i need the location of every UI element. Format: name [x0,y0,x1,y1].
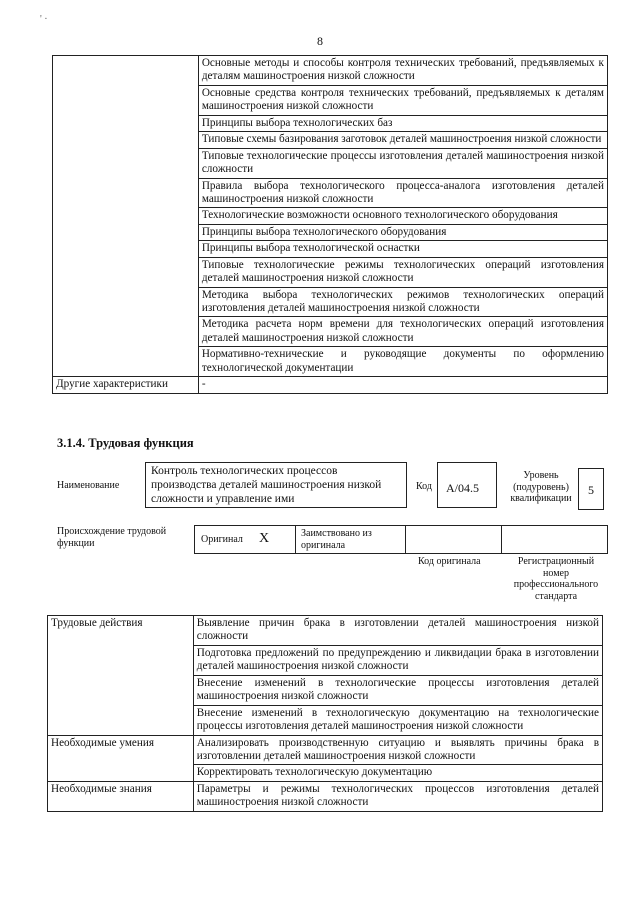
group-item: Выявление причин брака в изготовлении деталей машиностроения низкой сложности [193,616,602,646]
borrowed-label: Заимствовано из оригинала [301,528,372,551]
knowledge-item: Типовые технологические режимы технологических операций изготовления деталей машиностроения низкой сложности [198,257,607,287]
group-label: Необходимые умения [48,735,194,781]
original-cell [195,526,296,553]
table-row [48,735,603,765]
other-characteristics-value: - [198,377,607,393]
code-value: А/04.5 [446,481,479,495]
knowledge-item: Основные средства контроля технических требований, предъявляемых к деталям машиностроения низкой сложности [198,85,607,115]
code-label: Код [416,481,432,492]
function-name-box [145,462,407,508]
knowledge-item: Типовые схемы базирования заготовок деталей машиностроения низкой сложности [198,132,607,148]
original-label: Оригинал [201,534,243,545]
knowledge-table-continued [52,55,608,394]
level-label: Уровень (подуровень) квалификации [510,470,572,504]
knowledge-item: Методика выбора технологических режимов технологических операций изготовления деталей машиностроения низкой сложности [198,287,607,317]
table-row [48,781,603,811]
table-row [48,616,603,646]
code-original-caption: Код оригинала [418,556,481,567]
labor-actions-table [47,615,603,812]
name-label: Наименование [57,480,120,491]
group-item: Корректировать технологическую документацию [193,765,602,781]
knowledge-item: Нормативно-технические и руководящие документы по оформлению технологической документации [198,347,607,377]
origin-label: Происхождение трудовой функции [57,526,167,549]
knowledge-item: Правила выбора технологического процесса-аналога изготовления деталей машиностроения низкой сложности [198,178,607,208]
page-number: 8 [317,34,323,48]
label-cell-empty [53,56,199,377]
origin-row [194,525,608,554]
group-item: Параметры и режимы технологических процессов изготовления деталей машиностроения низкой сложности [193,781,602,811]
knowledge-item: Принципы выбора технологического оборудования [198,224,607,240]
other-characteristics-label: Другие характеристики [53,377,199,393]
group-item: Анализировать производственную ситуацию и выявлять причины брака в изготовлении деталей машиностроения низкой сложности [193,735,602,765]
group-item: Внесение изменений в технологическую документацию на технологические процессы изготовления деталей машиностроения низкой сложности [193,705,602,735]
group-label: Необходимые знания [48,781,194,811]
knowledge-item: Основные методы и способы контроля технических требований, предъявляемых к деталям машиностроения низкой сложности [198,56,607,86]
function-name: Контроль технологических процессов производства деталей машиностроения низкой сложности и управление ими [151,465,382,505]
code-box [437,462,497,508]
level-value: 5 [588,483,594,497]
group-item: Подготовка предложений по предупреждению и ликвидации брака в изготовлении деталей машиностроения низкой сложности [193,645,602,675]
section-title: 3.1.4. Трудовая функция [57,436,194,450]
original-mark: Х [259,531,270,546]
table-row [53,377,608,393]
knowledge-item: Принципы выбора технологической оснастки [198,241,607,257]
group-label: Трудовые действия [48,616,194,736]
knowledge-item: Типовые технологические процессы изготовления деталей машиностроения низкой сложности [198,148,607,178]
borrowed-cell [295,526,406,553]
knowledge-item: Методика расчета норм времени для технологических операций изготовления деталей машиностроения низкой сложности [198,317,607,347]
knowledge-item: Принципы выбора технологических баз [198,115,607,131]
group-item: Внесение изменений в технологические процессы изготовления деталей машиностроения низкой сложности [193,675,602,705]
corner-mark: ' · [40,14,48,25]
reg-number-caption: Регистрационный номер профессионального стандарта [513,556,599,602]
knowledge-item: Технологические возможности основного технологического оборудования [198,208,607,224]
table-row [53,56,608,86]
level-box [578,468,604,510]
code-original-cell [405,526,502,553]
